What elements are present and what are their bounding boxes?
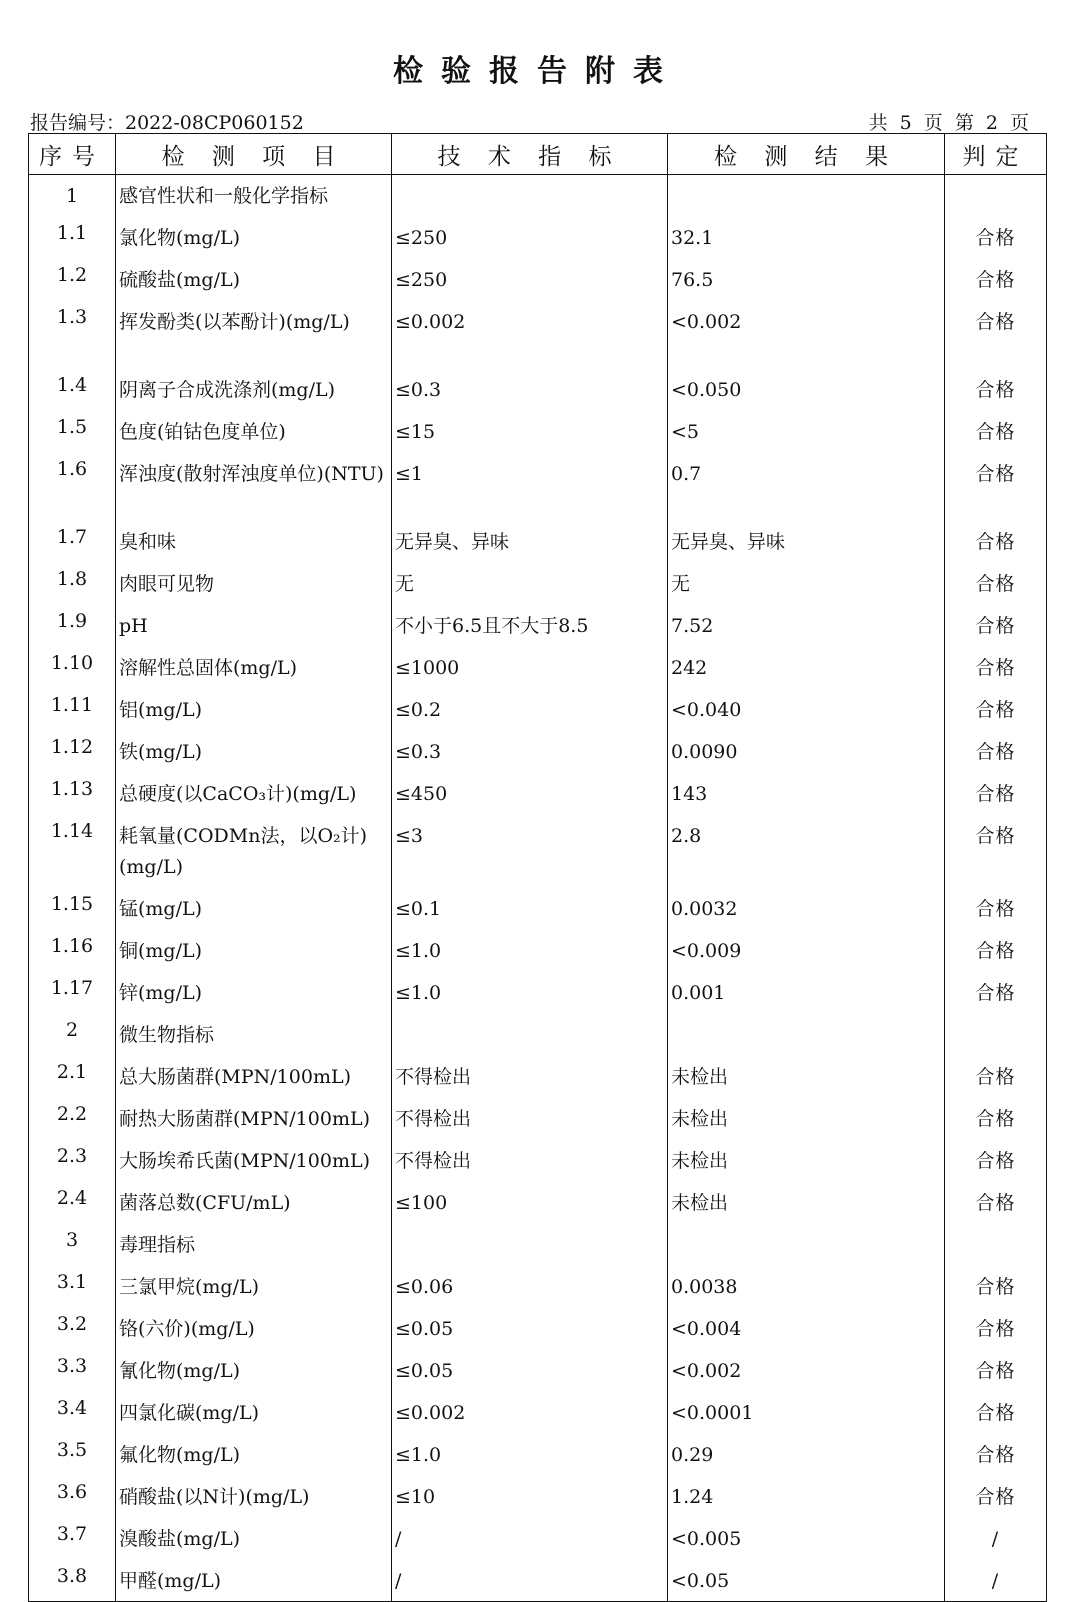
result-value: 未检出 (668, 1181, 945, 1223)
spec-value: ≤0.002 (392, 1391, 668, 1433)
test-item: 氟化物(mg/L) (116, 1433, 392, 1475)
judgement: 合格 (945, 971, 1047, 1013)
table-row (29, 258, 1047, 300)
spec-value: ≤250 (392, 258, 668, 300)
judgement (945, 1223, 1047, 1265)
row-number: 3.8 (29, 1559, 116, 1602)
table-row (29, 520, 1047, 562)
result-value (668, 175, 945, 217)
row-number: 2.3 (29, 1139, 116, 1181)
header-item: 检 测 项 目 (116, 134, 392, 175)
row-number: 2.4 (29, 1181, 116, 1223)
row-number: 1.14 (29, 814, 116, 887)
result-value: 32.1 (668, 216, 945, 258)
judgement: 合格 (945, 1181, 1047, 1223)
result-value: 无异臭、异味 (668, 520, 945, 562)
table-row (29, 300, 1047, 368)
spec-value: ≤1.0 (392, 1433, 668, 1475)
header-result: 检 测 结 果 (668, 134, 945, 175)
judgement: 合格 (945, 646, 1047, 688)
result-value: <0.002 (668, 1349, 945, 1391)
result-value (668, 1013, 945, 1055)
table-row (29, 1181, 1047, 1223)
judgement: 合格 (945, 1307, 1047, 1349)
results-table (28, 133, 1047, 1602)
test-item: 挥发酚类(以苯酚计)(mg/L) (116, 300, 392, 368)
test-item: 耐热大肠菌群(MPN/100mL) (116, 1097, 392, 1139)
test-item: 溴酸盐(mg/L) (116, 1517, 392, 1559)
judgement: 合格 (945, 300, 1047, 368)
test-item: 硫酸盐(mg/L) (116, 258, 392, 300)
table-row (29, 1265, 1047, 1307)
judgement: / (945, 1517, 1047, 1559)
table-row (29, 1055, 1047, 1097)
table-row (29, 368, 1047, 410)
row-number: 1.13 (29, 772, 116, 814)
judgement: 合格 (945, 688, 1047, 730)
row-number: 1.12 (29, 730, 116, 772)
test-item: 甲醛(mg/L) (116, 1559, 392, 1602)
result-value: <0.004 (668, 1307, 945, 1349)
result-value: 无 (668, 562, 945, 604)
test-item: 大肠埃希氏菌(MPN/100mL) (116, 1139, 392, 1181)
spec-value: ≤1000 (392, 646, 668, 688)
table-row (29, 887, 1047, 929)
table-body (29, 175, 1047, 1602)
spec-value: ≤0.3 (392, 368, 668, 410)
spec-value: / (392, 1559, 668, 1602)
test-item: 锰(mg/L) (116, 887, 392, 929)
table-row (29, 175, 1047, 217)
judgement: 合格 (945, 410, 1047, 452)
table-row (29, 772, 1047, 814)
spec-value: ≤1.0 (392, 971, 668, 1013)
row-number: 1.4 (29, 368, 116, 410)
spec-value: 无异臭、异味 (392, 520, 668, 562)
row-number: 3 (29, 1223, 116, 1265)
judgement (945, 1013, 1047, 1055)
test-item: 毒理指标 (116, 1223, 392, 1265)
row-number: 2 (29, 1013, 116, 1055)
result-value: <0.009 (668, 929, 945, 971)
spec-value: ≤100 (392, 1181, 668, 1223)
table-row (29, 452, 1047, 520)
table-row (29, 1307, 1047, 1349)
judgement: 合格 (945, 1433, 1047, 1475)
spec-value: ≤3 (392, 814, 668, 887)
header-judgement: 判定 (945, 134, 1047, 175)
result-value: 0.0038 (668, 1265, 945, 1307)
test-item: pH (116, 604, 392, 646)
test-item: 色度(铂钴色度单位) (116, 410, 392, 452)
spec-value: ≤1 (392, 452, 668, 520)
test-item: 氯化物(mg/L) (116, 216, 392, 258)
result-value: 0.0090 (668, 730, 945, 772)
row-number: 3.7 (29, 1517, 116, 1559)
spec-value: ≤0.06 (392, 1265, 668, 1307)
table-row (29, 216, 1047, 258)
row-number: 1.7 (29, 520, 116, 562)
row-number: 3.1 (29, 1265, 116, 1307)
row-number: 1.11 (29, 688, 116, 730)
judgement: 合格 (945, 216, 1047, 258)
table-row (29, 1013, 1047, 1055)
table-row (29, 929, 1047, 971)
table-row (29, 688, 1047, 730)
judgement: 合格 (945, 772, 1047, 814)
test-item: 感官性状和一般化学指标 (116, 175, 392, 217)
spec-value: 不得检出 (392, 1139, 668, 1181)
row-number: 1.15 (29, 887, 116, 929)
row-number: 1.17 (29, 971, 116, 1013)
spec-value: ≤0.2 (392, 688, 668, 730)
report-number: 报告编号：2022-08CP060152 (30, 112, 304, 134)
table-row (29, 562, 1047, 604)
judgement: 合格 (945, 520, 1047, 562)
spec-value: ≤450 (392, 772, 668, 814)
table-header-row (29, 134, 1047, 175)
judgement: 合格 (945, 562, 1047, 604)
test-item: 铜(mg/L) (116, 929, 392, 971)
result-value: 76.5 (668, 258, 945, 300)
row-number: 3.2 (29, 1307, 116, 1349)
table-row (29, 1097, 1047, 1139)
spec-value: ≤0.05 (392, 1307, 668, 1349)
page-info: 共 5 页 第 2 页 (868, 112, 1032, 134)
test-item: 浑浊度(散射浑浊度单位)(NTU) (116, 452, 392, 520)
table-row (29, 410, 1047, 452)
test-item: 微生物指标 (116, 1013, 392, 1055)
table-row (29, 730, 1047, 772)
spec-value: ≤0.3 (392, 730, 668, 772)
test-item: 硝酸盐(以N计)(mg/L) (116, 1475, 392, 1517)
result-value: <0.050 (668, 368, 945, 410)
header-no: 序号 (29, 134, 116, 175)
spec-value: ≤250 (392, 216, 668, 258)
table-row (29, 604, 1047, 646)
judgement: 合格 (945, 730, 1047, 772)
judgement: 合格 (945, 604, 1047, 646)
result-value: 2.8 (668, 814, 945, 887)
judgement: 合格 (945, 452, 1047, 520)
test-item: 铬(六价)(mg/L) (116, 1307, 392, 1349)
judgement (945, 175, 1047, 217)
result-value: <0.0001 (668, 1391, 945, 1433)
row-number: 2.2 (29, 1097, 116, 1139)
spec-value: ≤15 (392, 410, 668, 452)
row-number: 1.3 (29, 300, 116, 368)
result-value: <0.05 (668, 1559, 945, 1602)
row-number: 1.5 (29, 410, 116, 452)
spec-value: / (392, 1517, 668, 1559)
judgement: 合格 (945, 814, 1047, 887)
table-row (29, 1349, 1047, 1391)
table-row (29, 1517, 1047, 1559)
table-row (29, 1475, 1047, 1517)
row-number: 3.4 (29, 1391, 116, 1433)
judgement: 合格 (945, 368, 1047, 410)
judgement: / (945, 1559, 1047, 1602)
row-number: 1 (29, 175, 116, 217)
result-value: 242 (668, 646, 945, 688)
judgement: 合格 (945, 929, 1047, 971)
spec-value (392, 1223, 668, 1265)
result-value: <0.005 (668, 1517, 945, 1559)
test-item: 菌落总数(CFU/mL) (116, 1181, 392, 1223)
spec-value: 不小于6.5且不大于8.5 (392, 604, 668, 646)
result-value: 0.001 (668, 971, 945, 1013)
header-spec: 技 术 指 标 (392, 134, 668, 175)
spec-value: ≤1.0 (392, 929, 668, 971)
table-row (29, 971, 1047, 1013)
result-value: 0.29 (668, 1433, 945, 1475)
table-row (29, 814, 1047, 887)
row-number: 2.1 (29, 1055, 116, 1097)
judgement: 合格 (945, 1391, 1047, 1433)
test-item: 溶解性总固体(mg/L) (116, 646, 392, 688)
table-row (29, 1391, 1047, 1433)
test-item: 锌(mg/L) (116, 971, 392, 1013)
result-value: 未检出 (668, 1097, 945, 1139)
spec-value: 不得检出 (392, 1097, 668, 1139)
row-number: 1.16 (29, 929, 116, 971)
table-row (29, 1559, 1047, 1602)
table-row (29, 646, 1047, 688)
result-value: 0.7 (668, 452, 945, 520)
result-value: 1.24 (668, 1475, 945, 1517)
spec-value: ≤0.002 (392, 300, 668, 368)
spec-value: ≤0.05 (392, 1349, 668, 1391)
test-item: 总大肠菌群(MPN/100mL) (116, 1055, 392, 1097)
test-item: 阴离子合成洗涤剂(mg/L) (116, 368, 392, 410)
result-value: 未检出 (668, 1055, 945, 1097)
result-value: <5 (668, 410, 945, 452)
spec-value: ≤10 (392, 1475, 668, 1517)
row-number: 1.1 (29, 216, 116, 258)
judgement: 合格 (945, 1265, 1047, 1307)
judgement: 合格 (945, 1475, 1047, 1517)
spec-value (392, 175, 668, 217)
result-value: 未检出 (668, 1139, 945, 1181)
row-number: 1.10 (29, 646, 116, 688)
test-item: 总硬度(以CaCO₃计)(mg/L) (116, 772, 392, 814)
judgement: 合格 (945, 258, 1047, 300)
result-value: <0.002 (668, 300, 945, 368)
test-item: 四氯化碳(mg/L) (116, 1391, 392, 1433)
result-value: 0.0032 (668, 887, 945, 929)
judgement: 合格 (945, 887, 1047, 929)
table-row (29, 1223, 1047, 1265)
result-value: 7.52 (668, 604, 945, 646)
result-value: <0.040 (668, 688, 945, 730)
row-number: 1.6 (29, 452, 116, 520)
row-number: 3.5 (29, 1433, 116, 1475)
test-item: 三氯甲烷(mg/L) (116, 1265, 392, 1307)
spec-value: 不得检出 (392, 1055, 668, 1097)
row-number: 1.8 (29, 562, 116, 604)
test-item: 臭和味 (116, 520, 392, 562)
judgement: 合格 (945, 1139, 1047, 1181)
test-item: 铁(mg/L) (116, 730, 392, 772)
table-row (29, 1139, 1047, 1181)
row-number: 1.9 (29, 604, 116, 646)
test-item: 铝(mg/L) (116, 688, 392, 730)
test-item: 氰化物(mg/L) (116, 1349, 392, 1391)
judgement: 合格 (945, 1349, 1047, 1391)
spec-value: 无 (392, 562, 668, 604)
test-item: 肉眼可见物 (116, 562, 392, 604)
result-value: 143 (668, 772, 945, 814)
spec-value: ≤0.1 (392, 887, 668, 929)
test-item: 耗氧量(CODMn法，以O₂计)(mg/L) (116, 814, 392, 887)
row-number: 3.3 (29, 1349, 116, 1391)
row-number: 1.2 (29, 258, 116, 300)
row-number: 3.6 (29, 1475, 116, 1517)
judgement: 合格 (945, 1055, 1047, 1097)
table-row (29, 1433, 1047, 1475)
spec-value (392, 1013, 668, 1055)
judgement: 合格 (945, 1097, 1047, 1139)
report-title: 检验报告附表 (393, 54, 681, 89)
result-value (668, 1223, 945, 1265)
